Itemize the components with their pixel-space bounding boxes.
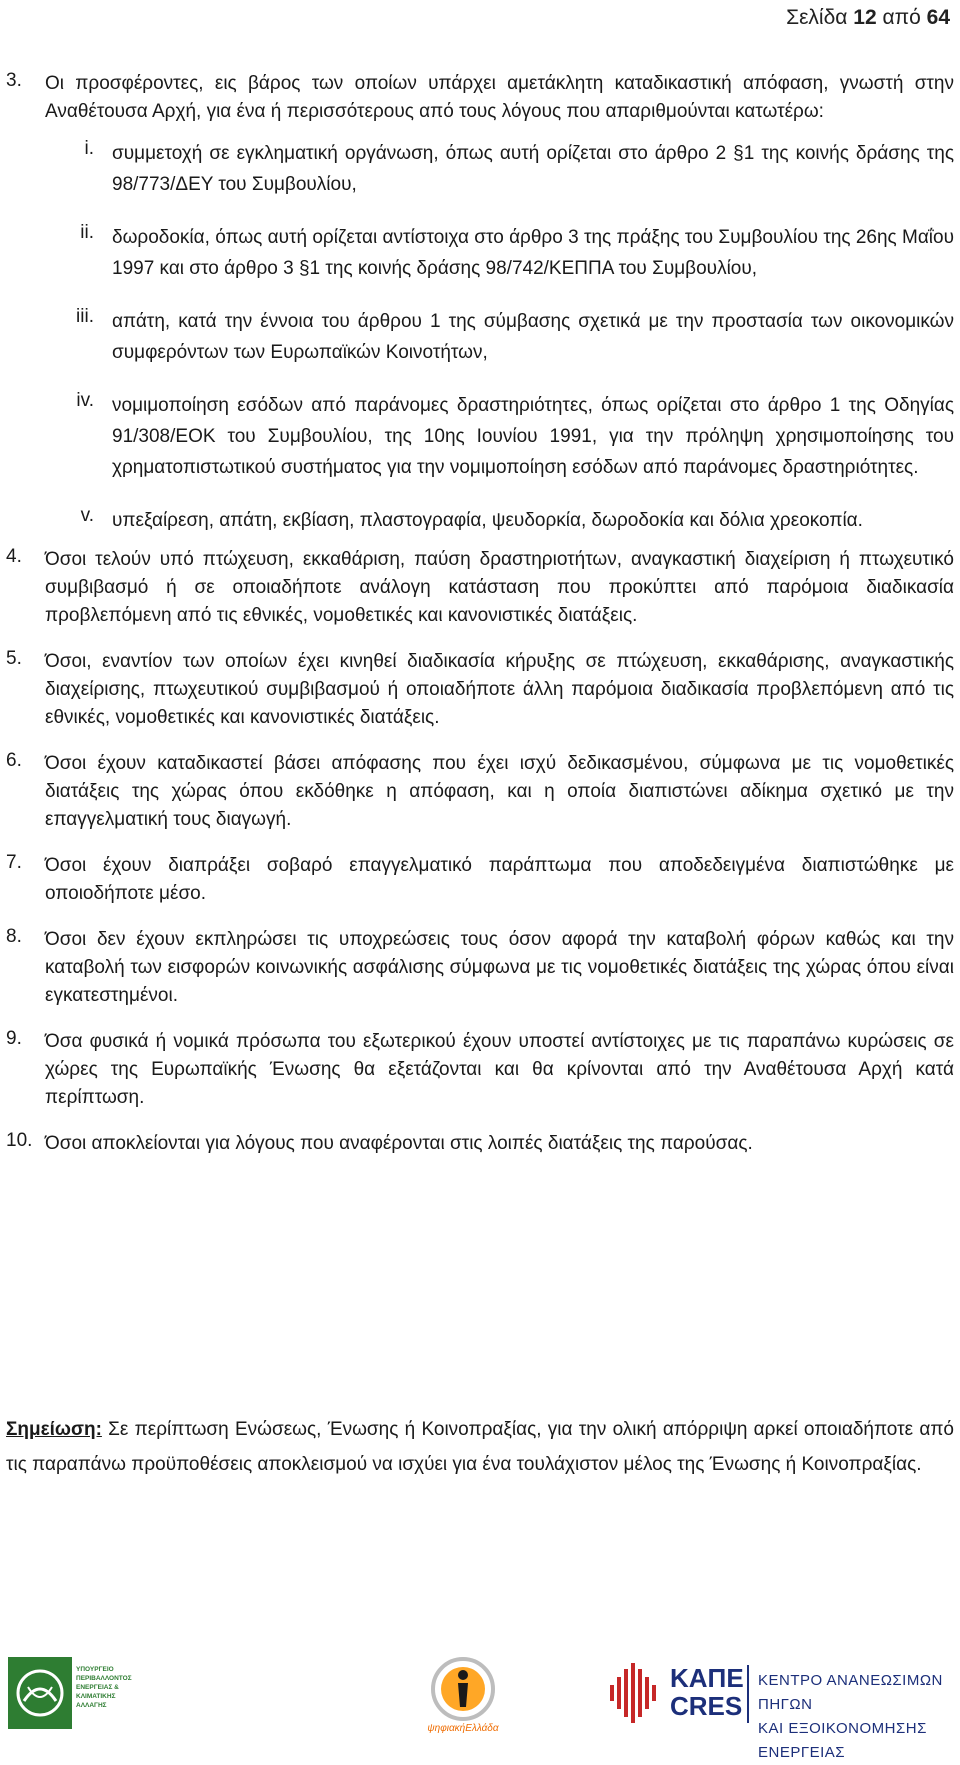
list-item-10 bbox=[0, 1130, 960, 1158]
kape-emblem-icon bbox=[608, 1661, 664, 1725]
page-current: 12 bbox=[853, 6, 877, 29]
digital-greece-caption: ψηφιακήΕλλάδα bbox=[427, 1723, 499, 1734]
ministry-emblem-icon bbox=[8, 1657, 72, 1729]
note-label: Σημείωση: bbox=[6, 1419, 102, 1440]
logo-divider bbox=[747, 1665, 749, 1723]
item-number: 4. bbox=[6, 546, 22, 567]
list-item-6 bbox=[0, 750, 960, 834]
digital-greece-logo bbox=[408, 1655, 518, 1735]
note-text: Σε περίπτωση Ενώσεως, Ένωσης ή Κοινοπραξίας, για την ολική απόρριψη αρκεί οποιαδήποτε από τις παραπάνω προϋποθέσεις αποκλεισμού να ισχύει για ένα τουλάχιστον μέλος της Ένωσης ή Κοινοπραξίας. bbox=[6, 1419, 954, 1475]
item-paragraph: Οι προσφέροντες, εις βάρος των οποίων υπάρχει αμετάκλητη καταδικαστική απόφαση, γνωστή στην Αναθέτουσα Αρχή, για ένα ή περισσότερους από τους λόγους που απαριθμούνται κατωτέρω: bbox=[45, 73, 954, 122]
ministry-logo bbox=[8, 1657, 143, 1729]
list-item-3 bbox=[0, 70, 960, 126]
kape-full-name bbox=[758, 1669, 958, 1765]
kape-title: ΚΑΠΕ bbox=[670, 1663, 744, 1693]
item-text: Όσοι αποκλείονται για λόγους που αναφέρονται στις λοιπές διατάξεις της παρούσας. bbox=[45, 1133, 753, 1154]
item-number: 8. bbox=[6, 926, 22, 947]
item-text: Όσοι δεν έχουν εκπληρώσει τις υποχρεώσεις τους όσον αφορά την καταβολή φόρων καθώς και την καταβολή των εισφορών κοινωνικής ασφάλισης σύμφωνα με τις νομοθετικές διατάξεις της χώρας όπου είναι εγκατεστημένοι. bbox=[45, 929, 954, 1006]
sublist-text: απάτη, κατά την έννοια του άρθρου 1 της σύμβασης σχετικά με την προστασία των οικονομικών συμφερόντων των Ευρωπαϊκών Κοινοτήτων, bbox=[112, 311, 954, 363]
note-paragraph bbox=[6, 1412, 954, 1482]
sublist-number: iv. bbox=[76, 390, 94, 411]
sublist-number: v. bbox=[80, 505, 94, 526]
page-separator: από bbox=[882, 6, 921, 29]
kape-line-1: ΚΕΝΤΡΟ ΑΝΑΝΕΩΣΙΜΩΝ ΠΗΓΩΝ bbox=[758, 1672, 943, 1713]
sublist-item bbox=[0, 222, 960, 284]
item-text: Όσοι έχουν διαπράξει σοβαρό επαγγελματικό παράπτωμα που αποδεδειγμένα διαπιστώθηκε με οποιοδήποτε μέσο. bbox=[45, 855, 954, 904]
list-item-5 bbox=[0, 648, 960, 732]
digital-greece-emblem-icon bbox=[428, 1655, 498, 1723]
page-total: 64 bbox=[926, 6, 950, 29]
sublist-number: i. bbox=[84, 138, 94, 159]
page-prefix: Σελίδα bbox=[786, 6, 848, 29]
item-number: 6. bbox=[6, 750, 22, 771]
ministry-text: ΥΠΟΥΡΓΕΙΟ ΠΕΡΙΒΑΛΛΟΝΤΟΣ ΕΝΕΡΓΕΙΑΣ & ΚΛΙΜΑΤΙΚΗΣ ΑΛΛΑΓΗΣ bbox=[76, 1666, 132, 1709]
kape-logo bbox=[608, 1659, 958, 1761]
item-text: Όσα φυσικά ή νομικά πρόσωπα του εξωτερικού έχουν υποστεί αντίστοιχες με τις παραπάνω κυρώσεις σε χώρες της Ευρωπαϊκής Ένωσης θα εξετάζονται και θα κρίνονται από την Αναθέτουσα Αρχή κατά περίπτωση. bbox=[45, 1031, 954, 1108]
item-number: 10. bbox=[6, 1130, 33, 1151]
sublist-text: νομιμοποίηση εσόδων από παράνομες δραστηριότητες, όπως ορίζεται στο άρθρο 1 της Οδηγίας 91/308/ΕΟΚ του Συμβουλίου, της 10ης Ιουνίου 1991, για την πρόληψη χρησιμοποίησης του χρηματοπιστωτικού συστήματος για την νομιμοποίηση εσόδων από παράνομες δραστηριότητες. bbox=[112, 395, 954, 478]
sublist-number: ii. bbox=[80, 222, 94, 243]
sublist-text: συμμετοχή σε εγκληματική οργάνωση, όπως αυτή ορίζεται στο άρθρο 2 §1 της κοινής δράσης της 98/773/ΔΕΥ του Συμβουλίου, bbox=[112, 143, 954, 195]
item-number: 3. bbox=[6, 70, 22, 91]
item-number: 5. bbox=[6, 648, 22, 669]
item-number: 9. bbox=[6, 1028, 22, 1049]
list-item-4 bbox=[0, 546, 960, 630]
kape-line-2: ΚΑΙ ΕΞΟΙΚΟΝΟΜΗΣΗΣ ΕΝΕΡΓΕΙΑΣ bbox=[758, 1720, 927, 1761]
item-text: Όσοι, εναντίον των οποίων έχει κινηθεί διαδικασία κήρυξης σε πτώχευση, εκκαθάρισης, αναγκαστικής διαχείρισης, πτωχευτικού συμβιβασμού ή οποιαδήποτε άλλη παρόμοια διαδικασία προβλεπόμενη από τις εθνικές, νομοθετικές και κανονιστικές διατάξεις. bbox=[45, 651, 954, 728]
sublist-text: δωροδοκία, όπως αυτή ορίζεται αντίστοιχα στο άρθρο 3 της πράξης του Συμβουλίου της 26ης Μαΐου 1997 και στο άρθρο 3 §1 της κοινής δράσης 98/742/ΚΕΠΠΑ του Συμβουλίου, bbox=[112, 227, 954, 279]
sublist-text: υπεξαίρεση, απάτη, εκβίαση, πλαστογραφία, ψευδορκία, δωροδοκία και δόλια χρεοκοπία. bbox=[112, 510, 863, 531]
sublist-number: iii. bbox=[76, 306, 94, 327]
list-item-9 bbox=[0, 1028, 960, 1112]
item-text: Όσοι έχουν καταδικαστεί βάσει απόφασης που έχει ισχύ δεδικασμένου, σύμφωνα με τις νομοθετικές διατάξεις της χώρας όπου εκδόθηκε η απόφαση, και η οποία διαπιστώνει αδίκημα σχετικό με την επαγγελματική τους διαγωγή. bbox=[45, 753, 954, 830]
item-text: Όσοι τελούν υπό πτώχευση, εκκαθάριση, παύση δραστηριοτήτων, αναγκαστική διαχείριση ή πτωχευτικό συμβιβασμό ή σε οποιαδήποτε ανάλογη κατάσταση που προκύπτει από παρόμοια διαδικασία προβλεπόμενη από τις εθνικές, νομοθετικές και κανονιστικές διατάξεις. bbox=[45, 549, 954, 626]
sublist bbox=[0, 138, 960, 536]
item-text bbox=[45, 70, 960, 126]
sublist-item bbox=[0, 306, 960, 368]
sublist-item bbox=[0, 505, 960, 536]
list-item-7 bbox=[0, 852, 960, 908]
item-number: 7. bbox=[6, 852, 22, 873]
sublist-item bbox=[0, 390, 960, 483]
document-body bbox=[0, 70, 960, 1176]
footer-logos bbox=[0, 1655, 960, 1761]
list-item-8 bbox=[0, 926, 960, 1010]
cres-title: CRES bbox=[670, 1691, 743, 1721]
sublist-item bbox=[0, 138, 960, 200]
page-number bbox=[786, 6, 950, 30]
